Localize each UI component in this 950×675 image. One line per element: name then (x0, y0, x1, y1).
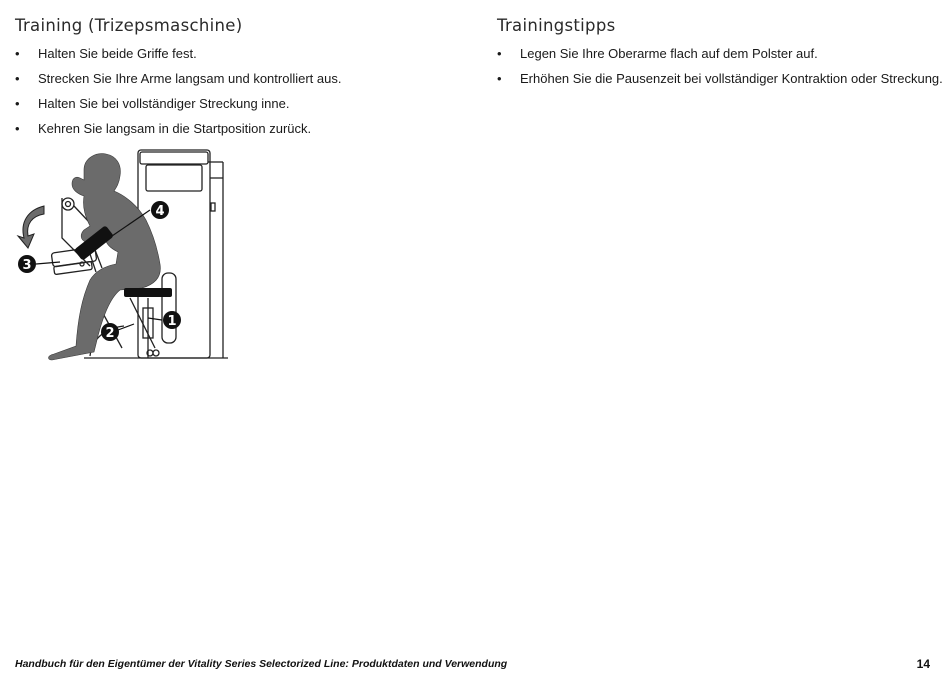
callout-2 (101, 323, 119, 341)
list-item-text: Erhöhen Sie die Pausenzeit bei vollständiger Kontraktion oder Streckung. (520, 71, 943, 86)
svg-text:2: 2 (105, 326, 115, 341)
list-item (497, 46, 937, 61)
bullet-icon: • (497, 71, 502, 86)
bullet-icon: • (15, 121, 20, 136)
bullet-icon: • (15, 71, 20, 86)
list-item-text: Halten Sie bei vollständiger Streckung inne. (38, 96, 290, 111)
list-item-text: Halten Sie beide Griffe fest. (38, 46, 197, 61)
list-item-text: Legen Sie Ihre Oberarme flach auf dem Polster auf. (520, 46, 818, 61)
motion-arrow-icon (18, 206, 44, 248)
list-item (15, 71, 455, 86)
tips-list (497, 46, 943, 86)
training-steps-list (15, 46, 455, 136)
svg-text:1: 1 (167, 314, 177, 329)
svg-text:4: 4 (155, 204, 165, 219)
callout-3 (18, 255, 36, 273)
list-item (15, 121, 455, 136)
list-item-text: Kehren Sie langsam in die Startposition zurück. (38, 121, 312, 136)
bullet-icon: • (15, 96, 20, 111)
bullet-icon: • (15, 46, 20, 61)
callout-1 (163, 311, 181, 329)
training-title: Training (Trizepsmaschine) (15, 16, 243, 35)
training-section (15, 16, 455, 146)
tips-section (497, 16, 943, 96)
bullet-icon: • (497, 46, 502, 61)
seat-pad (124, 288, 172, 297)
tips-title: Trainingstipps (497, 16, 616, 35)
list-item-text: Strecken Sie Ihre Arme langsam und kontrolliert aus. (38, 71, 342, 86)
svg-text:3: 3 (22, 258, 32, 273)
list-item (15, 96, 455, 111)
list-item (15, 46, 455, 61)
list-item (497, 71, 943, 86)
callout-4 (151, 201, 169, 219)
triceps-machine-illustration (10, 148, 235, 364)
footer-manual-title: Handbuch für den Eigentümer der Vitality Series Selectorized Line: Produktdaten und Verwendung (15, 658, 508, 670)
page-number: 14 (916, 657, 930, 671)
